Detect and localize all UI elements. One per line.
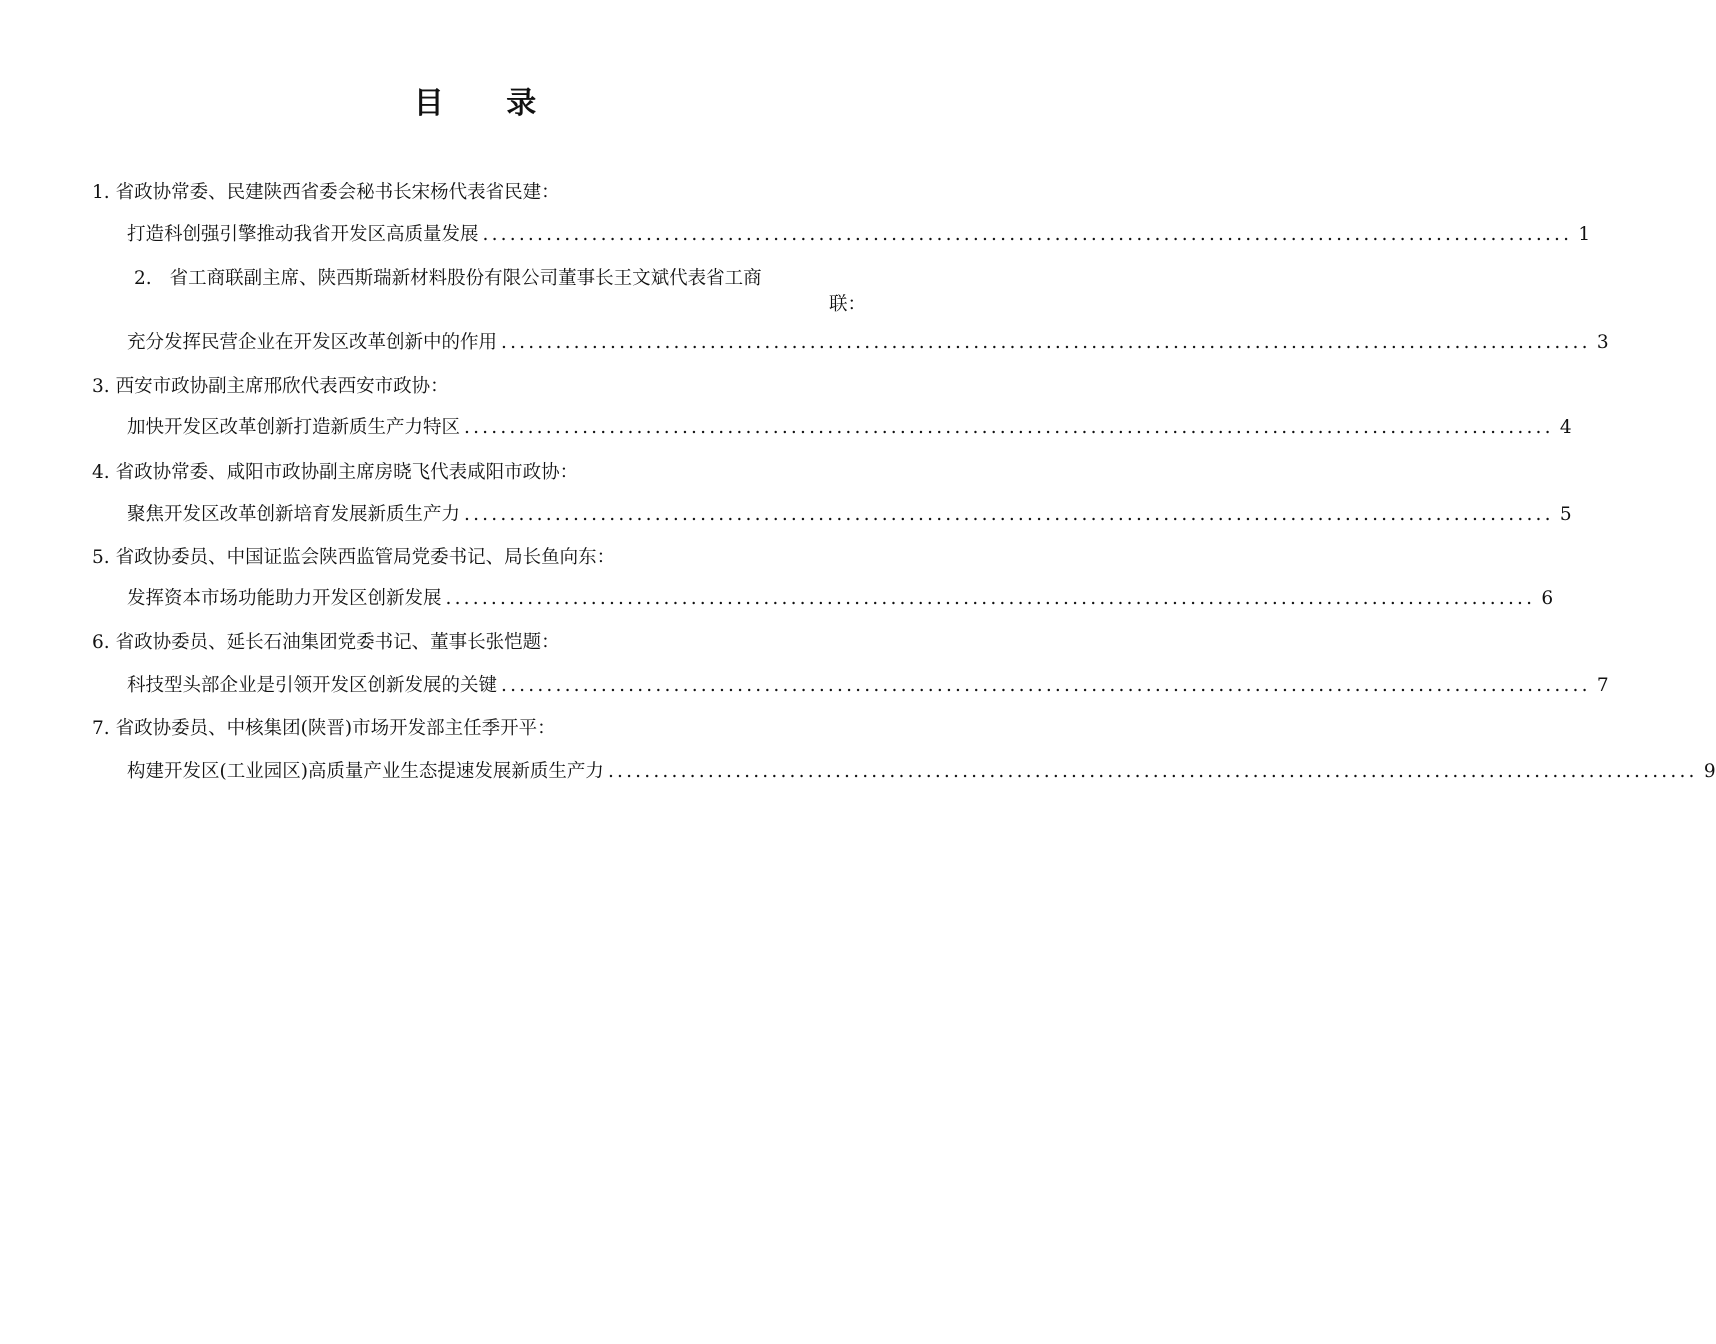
toc-entry-number: 4. — [92, 462, 110, 483]
toc-entry-subtitle: 加快开发区改革创新打造新质生产力特区 — [127, 417, 461, 438]
toc-entry-number: 5. — [92, 547, 110, 568]
toc-page-number: 6 — [1541, 588, 1554, 609]
dot-leader: ........................................................................................................................ — [445, 588, 1536, 609]
toc-entry-heading — [92, 460, 866, 486]
toc-entry-heading-text: 西安市政协副主席邢欣代表西安市政协： — [115, 376, 449, 397]
toc-entry-subtitle: 打造科创强引擎推动我省开发区高质量发展 — [127, 224, 479, 245]
toc-entry-heading — [92, 180, 866, 206]
toc-entry-link[interactable] — [127, 759, 1716, 785]
toc-page-number: 4 — [1559, 417, 1572, 438]
toc-entry-heading-text: 省政协委员、中国证监会陕西监管局党委书记、局长鱼向东： — [115, 547, 616, 568]
toc-entry-subtitle: 发挥资本市场功能助力开发区创新发展 — [127, 588, 442, 609]
toc-entry-link[interactable] — [127, 415, 1572, 441]
toc-entry-number: 1. — [92, 182, 110, 203]
toc-entry-heading-tail: 联： — [828, 294, 866, 315]
toc-page-number: 1 — [1578, 224, 1591, 245]
toc-entry-subtitle: 聚焦开发区改革创新培育发展新质生产力 — [127, 504, 461, 525]
toc-entry-link[interactable] — [127, 502, 1572, 528]
toc-entry-heading — [92, 374, 866, 400]
toc-entry-link[interactable] — [127, 586, 1554, 612]
dot-leader: ........................................................................................................................ — [482, 224, 1573, 245]
toc-entry-heading — [134, 266, 866, 318]
toc-entry-link[interactable] — [127, 330, 1609, 356]
toc-entry-number: 7. — [92, 718, 110, 739]
toc-entry-heading-text: 省政协委员、中核集团(陕晋)市场开发部主任季开平： — [115, 718, 556, 739]
dot-leader: ........................................................................................................................ — [501, 675, 1591, 696]
toc-entry-heading — [92, 716, 866, 742]
dot-leader: ........................................................................................................................ — [607, 761, 1698, 782]
page-title: 目 录 — [413, 86, 563, 121]
toc-entry-heading-text: 省工商联副主席、陕西斯瑞新材料股份有限公司董事长王文斌代表省工商 — [169, 268, 762, 289]
dot-leader: ........................................................................................................................ — [464, 504, 1554, 525]
toc-entry-heading — [92, 545, 866, 571]
dot-leader: ........................................................................................................................ — [501, 332, 1591, 353]
toc-page-number: 5 — [1559, 504, 1572, 525]
toc-entry-link[interactable] — [127, 673, 1609, 699]
toc-entry-link[interactable] — [127, 222, 1591, 248]
toc-entry-heading-text: 省政协委员、延长石油集团党委书记、董事长张恺题： — [115, 632, 560, 653]
toc-entry-subtitle: 构建开发区(工业园区)高质量产业生态提速发展新质生产力 — [127, 761, 604, 782]
toc-entry-number: 3. — [92, 376, 110, 397]
toc-entry-heading-text: 省政协常委、民建陕西省委会秘书长宋杨代表省民建： — [115, 182, 560, 203]
toc-entry-subtitle: 科技型头部企业是引领开发区创新发展的关键 — [127, 675, 498, 696]
toc-page-number: 9 — [1703, 761, 1716, 782]
toc-page-number: 3 — [1596, 332, 1609, 353]
toc-entry-heading-text: 省政协常委、咸阳市政协副主席房晓飞代表咸阳市政协： — [115, 462, 579, 483]
toc-entry-number: 2. — [134, 268, 152, 289]
toc-entry-subtitle: 充分发挥民营企业在开发区改革创新中的作用 — [127, 332, 498, 353]
dot-leader: ........................................................................................................................ — [464, 417, 1554, 438]
toc-page-number: 7 — [1596, 675, 1609, 696]
toc-entry-number: 6. — [92, 632, 110, 653]
toc-entry-heading — [92, 630, 866, 656]
